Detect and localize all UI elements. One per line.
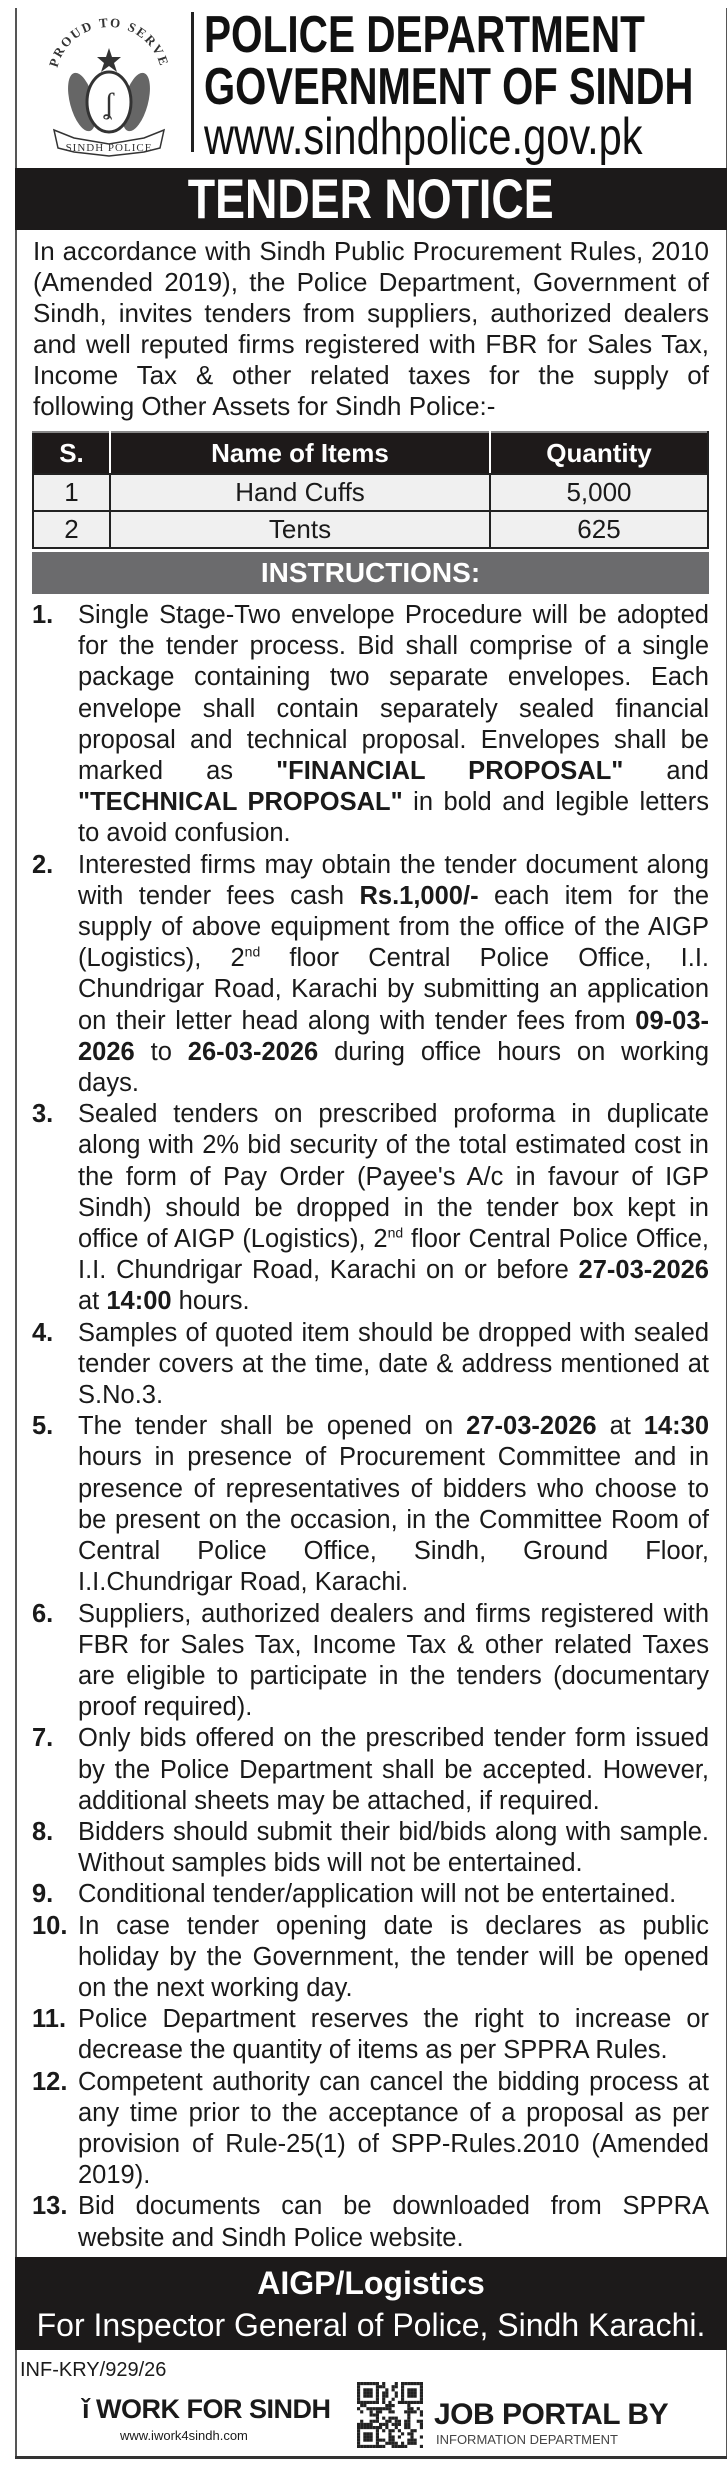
cell-serial: 2 bbox=[33, 511, 110, 548]
text-segment: Single Stage-Two envelope Procedure will be adopted for the tender process. Bid shall comprise of a single package containing two separate envelopes. Each envelope shall contain separately sealed financial proposal and technical proposal. Envelopes shall be marked as bbox=[78, 601, 709, 786]
text-segment: Interested firms may obtain the tender document along with tender fees cash bbox=[78, 850, 709, 910]
instruction-item bbox=[32, 1911, 709, 2005]
instruction-number: 1. bbox=[32, 601, 54, 629]
instruction-number: 5. bbox=[32, 1412, 54, 1441]
instruction-number: 8. bbox=[32, 1817, 54, 1846]
cell-serial: 1 bbox=[33, 474, 110, 511]
text-segment: Competent authority can cancel the bidding process at any time prior to the acceptance of a proposal as per provision of Rule-25(1) of SPP-Rules.2010 (Amended 2019). bbox=[78, 2067, 709, 2190]
signature-block bbox=[15, 2257, 727, 2350]
signatory-subtitle: For Inspector General of Police, Sindh Karachi. bbox=[36, 2307, 706, 2343]
signatory-title: AIGP/Logistics bbox=[257, 2265, 485, 2301]
column-header-serial: S. bbox=[33, 432, 110, 474]
superscript: nd bbox=[387, 1224, 404, 1241]
instruction-item bbox=[32, 1723, 709, 1817]
instructions-list bbox=[32, 600, 709, 2254]
department-name: POLICE DEPARTMENT bbox=[204, 6, 645, 64]
instruction-item bbox=[32, 1879, 709, 1910]
instruction-item bbox=[32, 1817, 709, 1879]
bold-text: "FINANCIAL PROPOSAL" bbox=[276, 757, 624, 786]
text-segment: Conditional tender/application will not be entertained. bbox=[78, 1880, 677, 1909]
bold-text: 09-03-2026 bbox=[78, 1006, 709, 1066]
instruction-number: 3. bbox=[32, 1100, 54, 1129]
instruction-item bbox=[32, 2004, 709, 2066]
instruction-text bbox=[78, 1411, 709, 1598]
text-segment: Bidders should submit their bid/bids along with sample. Without samples bids will not be entertained. bbox=[78, 1817, 709, 1878]
sindh-police-logo bbox=[34, 10, 184, 160]
text-segment: In case tender opening date is declares as public holiday by the Government, the tender will be opened on the next working day. bbox=[78, 1911, 709, 2002]
iwork-brand: WORK FOR SINDH bbox=[96, 2394, 331, 2424]
instruction-text bbox=[78, 1817, 709, 1879]
website-link[interactable]: www.sindhpolice.gov.pk bbox=[204, 108, 643, 166]
instruction-text bbox=[78, 1099, 709, 1317]
header-divider bbox=[191, 12, 194, 152]
text-segment: Bid documents can be downloaded from SPPRA website and Sindh Police website. bbox=[78, 2192, 709, 2252]
instruction-number: 6. bbox=[32, 1599, 54, 1628]
instructions-heading: INSTRUCTIONS: bbox=[32, 552, 709, 594]
instruction-item bbox=[32, 2191, 709, 2253]
iwork-url[interactable]: www.iwork4sindh.com bbox=[120, 2428, 248, 2443]
svg-text:SINDH POLICE: SINDH POLICE bbox=[65, 142, 153, 154]
instruction-text bbox=[78, 1318, 709, 1412]
bold-text: 26-03-2026 bbox=[187, 1037, 319, 1066]
instruction-text bbox=[78, 1879, 709, 1910]
text-segment: at bbox=[596, 1412, 644, 1441]
job-portal-subtitle: INFORMATION DEPARTMENT bbox=[436, 2432, 618, 2447]
instruction-number: 12. bbox=[32, 2067, 68, 2096]
superscript: nd bbox=[244, 943, 261, 960]
intro-paragraph: In accordance with Sindh Public Procurement Rules, 2010 (Amended 2019), the Police Department, Government of Sindh, invites tenders from suppliers, authorized dealers and well reputed firms registered with FBR for Sales Tax, Income Tax & other related taxes for the supply of following Other Assets for Sindh Police:- bbox=[33, 236, 709, 421]
bold-text: 14:00 bbox=[106, 1287, 172, 1316]
instruction-number: 9. bbox=[32, 1880, 54, 1909]
instruction-item bbox=[32, 850, 709, 1100]
instruction-number: 11. bbox=[32, 2005, 67, 2034]
table-row bbox=[33, 474, 708, 511]
instruction-item bbox=[32, 1318, 709, 1412]
text-segment: in bold and legible letters to avoid confusion. bbox=[78, 788, 709, 848]
bold-text: "TECHNICAL PROPOSAL" bbox=[78, 788, 403, 817]
text-segment: to bbox=[134, 1037, 188, 1066]
text-segment: floor Central Police Office, I.I. Chundrigar Road, Karachi by submitting an application on their letter head along with tender fees from bbox=[78, 944, 710, 1035]
instruction-text bbox=[78, 850, 709, 1100]
text-segment: Sealed tenders on prescribed proforma in duplicate along with 2% bid security of the total estimated cost in the form of Pay Order (Payee's A/c in favour of IGP Sindh) should be dropped in the tender box kept in office of AIGP (Logistics), 2 bbox=[78, 1100, 709, 1254]
instruction-item bbox=[32, 1599, 709, 1724]
text-segment: Police Department reserves the right to increase or decrease the quantity of items as per SPPRA Rules. bbox=[78, 2005, 709, 2065]
text-segment: Only bids offered on the prescribed tender form issued by the Police Department shall be accepted. However, additional sheets may be attached, if required. bbox=[78, 1724, 709, 1815]
text-segment: The tender shall be opened on bbox=[78, 1412, 467, 1441]
bold-text: 27-03-2026 bbox=[578, 1256, 709, 1285]
person-icon: ǐ bbox=[82, 2394, 90, 2424]
instruction-text bbox=[78, 1599, 709, 1724]
text-segment: floor Central Police Office, I.I. Chundrigar Road, Karachi on or before bbox=[78, 1225, 709, 1285]
cell-item: Hand Cuffs bbox=[110, 474, 490, 511]
tender-notice-banner bbox=[15, 168, 727, 230]
cell-quantity: 625 bbox=[490, 511, 708, 548]
bottom-rule bbox=[15, 2456, 727, 2459]
instruction-text bbox=[78, 2191, 709, 2253]
items-table bbox=[32, 431, 709, 549]
reference-number: INF-KRY/929/26 bbox=[20, 2359, 167, 2381]
instruction-text bbox=[78, 2067, 709, 2192]
svg-text:PROUD TO SERVE: PROUD TO SERVE bbox=[45, 14, 173, 69]
table-header-row bbox=[33, 432, 708, 474]
instruction-number: 7. bbox=[32, 1724, 54, 1753]
instruction-text bbox=[78, 1723, 709, 1817]
cell-item: Tents bbox=[110, 511, 490, 548]
qr-code-icon[interactable] bbox=[357, 2382, 423, 2448]
text-segment: Suppliers, authorized dealers and firms registered with FBR for Sales Tax, Income Tax & other related Taxes are eligible to participate in the tenders (documentary proof required). bbox=[78, 1599, 709, 1722]
instruction-item bbox=[32, 1411, 709, 1598]
instruction-item bbox=[32, 600, 709, 850]
text-segment: hours in presence of Procurement Committee and in presence of representatives of bidders who choose to be present on the occasion, in the Committee Room of Central Police Office, Sindh, Ground Floor, I.I.Chundrigar Road, Karachi. bbox=[78, 1443, 709, 1597]
instruction-number: 10. bbox=[32, 1911, 68, 1940]
text-segment: during office hours on working days. bbox=[78, 1037, 709, 1098]
cell-quantity: 5,000 bbox=[490, 474, 708, 511]
bold-text: Rs.1,000/- bbox=[359, 881, 479, 910]
text-segment: and bbox=[623, 757, 709, 786]
instruction-number: 13. bbox=[32, 2192, 68, 2221]
instruction-text bbox=[78, 600, 709, 850]
column-header-item: Name of Items bbox=[110, 432, 490, 474]
text-segment: at bbox=[78, 1287, 107, 1316]
svg-text:ʆ: ʆ bbox=[104, 87, 114, 120]
table-row bbox=[33, 511, 708, 548]
bold-text: 27-03-2026 bbox=[466, 1412, 597, 1441]
instruction-text bbox=[78, 1911, 709, 2005]
text-segment: hours. bbox=[171, 1287, 250, 1316]
job-portal-title: JOB PORTAL BY bbox=[434, 2398, 669, 2431]
bold-text: 14:30 bbox=[643, 1412, 710, 1441]
text-segment: each item for the supply of above equipment from the office of the AIGP (Logistics), 2 bbox=[78, 881, 709, 973]
instruction-number: 4. bbox=[32, 1318, 54, 1347]
government-name: GOVERNMENT OF SINDH bbox=[204, 58, 694, 116]
instruction-item bbox=[32, 2067, 709, 2192]
column-header-quantity: Quantity bbox=[490, 432, 708, 474]
instruction-item bbox=[32, 1099, 709, 1317]
instruction-text bbox=[78, 2004, 709, 2066]
text-segment: Samples of quoted item should be dropped with sealed tender covers at the time, date & address mentioned at S.No.3. bbox=[78, 1318, 709, 1410]
instruction-number: 2. bbox=[32, 850, 54, 879]
notice-title: TENDER NOTICE bbox=[188, 167, 554, 230]
iwork-logo bbox=[82, 2394, 331, 2425]
